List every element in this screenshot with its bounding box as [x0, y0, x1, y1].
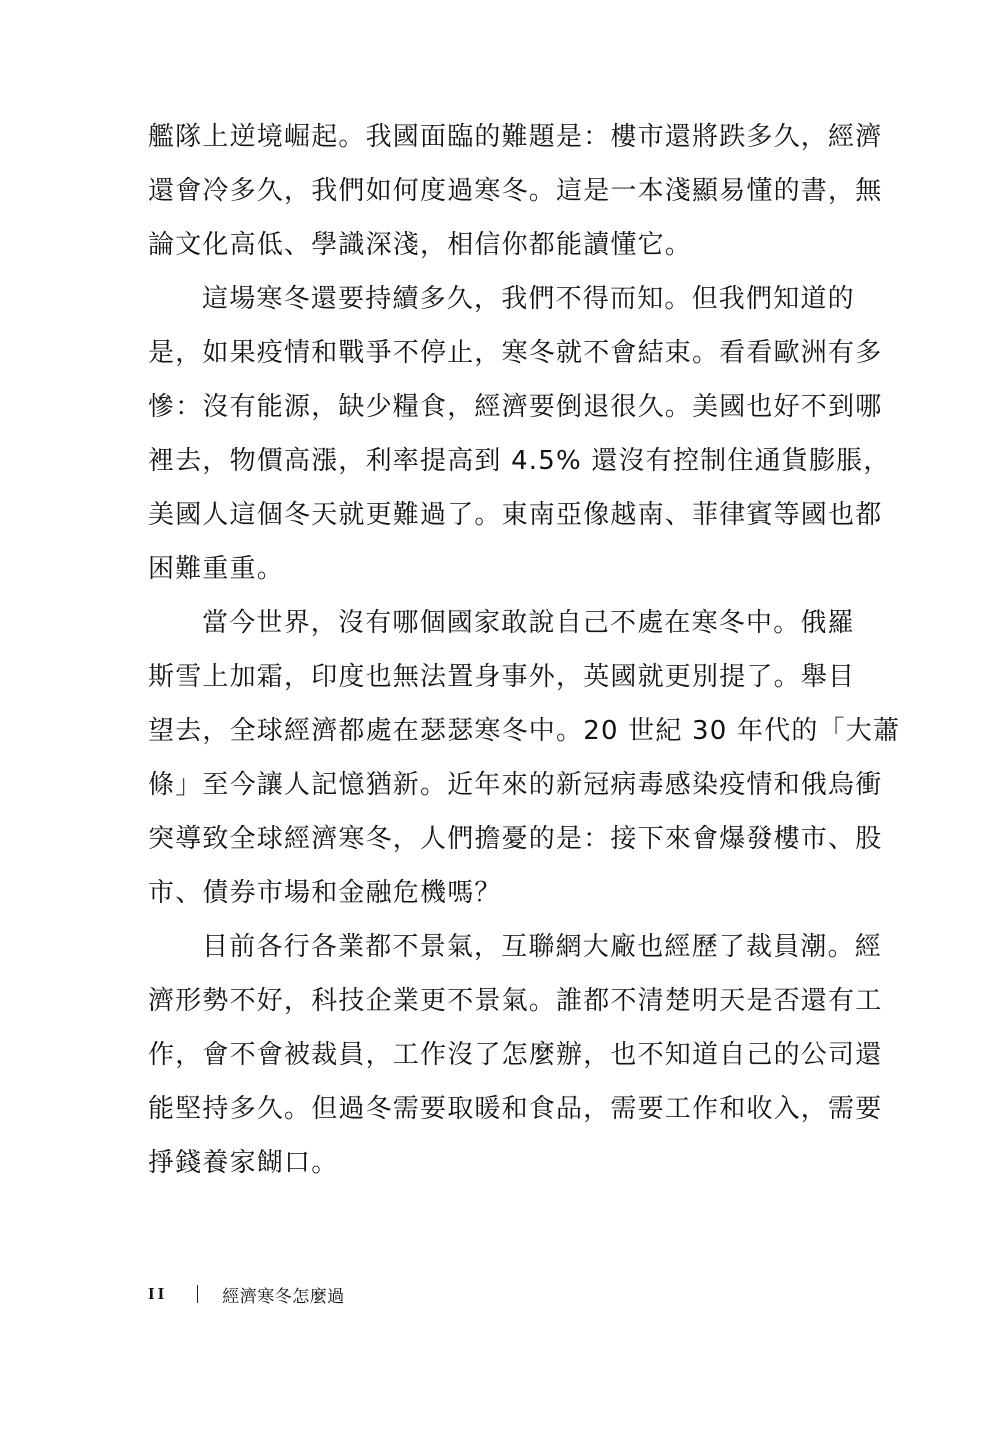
- paragraph-start-line: 這場寒冬還要持續多久，我們不得而知。但我們知道的: [202, 284, 855, 314]
- text-line: 市、債券市場和金融危機嗎？: [148, 878, 502, 908]
- text-line: 裡去，物價高漲，利率提高到 4.5% 還沒有控制住通貨膨脹，: [148, 446, 891, 476]
- text-line: 還會冷多久，我們如何度過寒冬。這是一本淺顯易懂的書，無: [148, 176, 883, 206]
- text-line: 困難重重。: [148, 554, 285, 584]
- running-title: 經濟寒冬怎麼過: [222, 1286, 345, 1307]
- text-line: 突導致全球經濟寒冬，人們擔憂的是：接下來會爆發樓市、股: [148, 824, 883, 854]
- text-line: 望去，全球經濟都處在瑟瑟寒冬中。20 世紀 30 年代的「大蕭: [148, 716, 901, 746]
- text-line: 作，會不會被裁員，工作沒了怎麼辦，也不知道自己的公司還: [148, 1040, 883, 1070]
- text-line: 論文化高低、學識深淺，相信你都能讀懂它。: [148, 230, 693, 260]
- text-line: 能堅持多久。但過冬需要取暖和食品，需要工作和收入，需要: [148, 1094, 883, 1124]
- text-line: 是，如果疫情和戰爭不停止，寒冬就不會結束。看看歐洲有多: [148, 338, 883, 368]
- page-footer: [148, 1281, 345, 1307]
- page-number: II: [148, 1284, 168, 1303]
- text-line: 斯雪上加霜，印度也無法置身事外，英國就更別提了。舉目: [148, 662, 856, 692]
- text-line: 艦隊上逆境崛起。我國面臨的難題是：樓市還將跌多久，經濟: [148, 122, 883, 152]
- text-line: 條」至今讓人記憶猶新。近年來的新冠病毒感染疫情和俄烏衝: [148, 770, 883, 800]
- text-line: 慘：沒有能源，缺少糧食，經濟要倒退很久。美國也好不到哪: [148, 392, 883, 422]
- text-line: 美國人這個冬天就更難過了。東南亞像越南、菲律賓等國也都: [148, 500, 883, 530]
- text-line: 濟形勢不好，科技企業更不景氣。誰都不清楚明天是否還有工: [148, 986, 883, 1016]
- paragraph-start-line: 目前各行各業都不景氣，互聯網大廠也經歷了裁員潮。經: [202, 932, 883, 962]
- paragraph-start-line: 當今世界，沒有哪個國家敢說自己不處在寒冬中。俄羅: [202, 608, 855, 638]
- footer-divider: [197, 1285, 198, 1303]
- text-line: 掙錢養家餬口。: [148, 1148, 339, 1178]
- body-text: [148, 110, 901, 1190]
